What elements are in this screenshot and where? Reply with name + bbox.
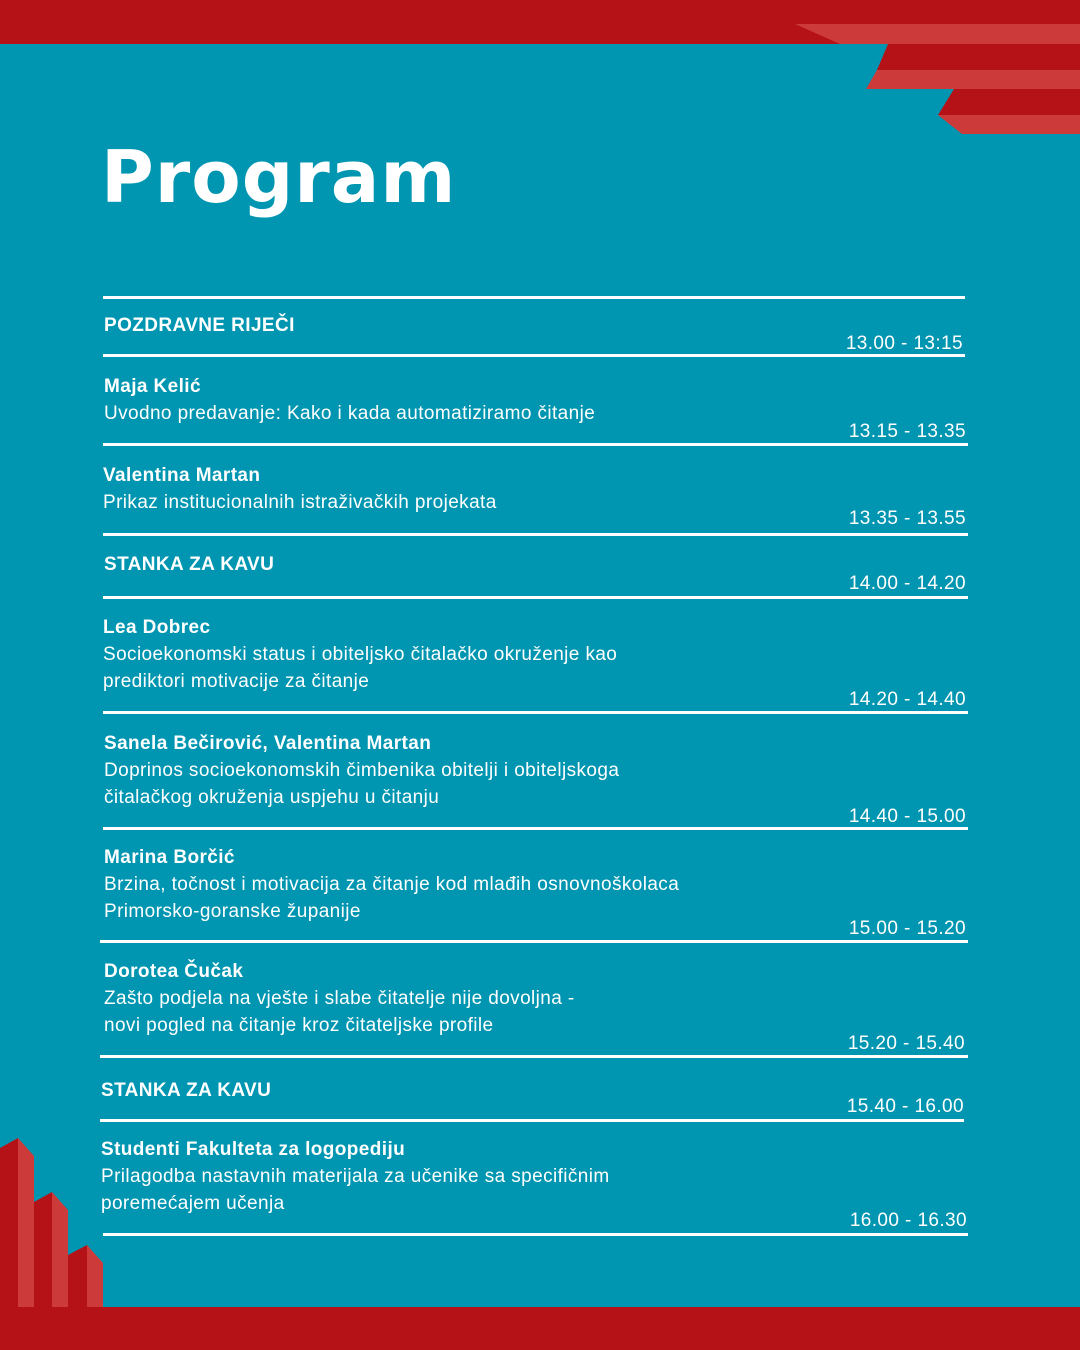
entry-time: 15.00 - 15.20 — [848, 918, 966, 939]
program-entry-becirovic-martan — [104, 730, 824, 811]
top-right-stripe-4 — [938, 89, 1080, 115]
entry-description: Uvodno predavanje: Kako i kada automatiziramo čitanje — [104, 403, 596, 424]
entry-divider — [100, 1055, 968, 1058]
entry-time: 15.40 - 16.00 — [846, 1096, 964, 1117]
entry-divider — [103, 711, 968, 714]
entry-divider — [100, 940, 968, 943]
program-entry-welcome — [104, 312, 824, 339]
program-entry-martan — [103, 462, 823, 516]
entry-time: 15.20 - 15.40 — [847, 1033, 965, 1054]
entry-divider — [103, 354, 965, 357]
entry-time: 14.20 - 14.40 — [848, 689, 966, 710]
entry-description: Socioekonomski status i obiteljsko čitalačko okruženje kao prediktori motivacije za čitanje — [103, 644, 618, 692]
entry-divider — [100, 1119, 964, 1122]
entry-divider — [103, 533, 968, 536]
top-right-stripe-3 — [866, 70, 1080, 89]
program-entry-break-1 — [104, 551, 824, 578]
entry-description: Brzina, točnost i motivacija za čitanje kod mlađih osnovnoškolaca Primorsko-goranske županije — [104, 874, 680, 922]
entry-time: 14.00 - 14.20 — [848, 573, 966, 594]
entry-time: 13.15 - 13.35 — [848, 421, 966, 442]
entry-heading: Lea Dobrec — [103, 617, 211, 638]
program-entry-cucak — [104, 958, 824, 1039]
entry-heading: POZDRAVNE RIJEČI — [104, 315, 295, 336]
entry-heading: Dorotea Čučak — [104, 961, 244, 982]
entry-time: 13.00 - 13:15 — [845, 333, 963, 354]
entry-heading: STANKA ZA KAVU — [101, 1080, 272, 1101]
entry-divider — [103, 1233, 968, 1236]
entry-time: 13.35 - 13.55 — [848, 508, 966, 529]
top-right-stripe-1 — [795, 24, 1080, 44]
entry-heading: STANKA ZA KAVU — [104, 554, 275, 575]
top-divider — [103, 296, 965, 299]
program-entry-dobrec — [103, 614, 823, 695]
entry-heading: Sanela Bečirović, Valentina Martan — [104, 733, 432, 754]
entry-divider — [103, 827, 968, 830]
program-entry-kelic — [104, 373, 824, 427]
entry-description: Doprinos socioekonomskih čimbenika obitelji i obiteljskoga čitalačkog okruženja uspjehu u čitanju — [104, 760, 620, 808]
entry-description: Prilagodba nastavnih materijala za učenike sa specifičnim poremećajem učenja — [101, 1166, 610, 1214]
entry-description: Prikaz institucionalnih istraživačkih projekata — [103, 492, 497, 513]
entry-description: Zašto podjela na vješte i slabe čitatelje nije dovoljna - novi pogled na čitanje kroz čitateljske profile — [104, 988, 575, 1036]
entry-heading: Valentina Martan — [103, 465, 261, 486]
program-entry-students — [101, 1136, 821, 1217]
entry-heading: Marina Borčić — [104, 847, 235, 868]
top-right-stripe-2 — [877, 44, 1080, 70]
bottom-red-band — [0, 1307, 1080, 1350]
entry-heading: Studenti Fakulteta za logopediju — [101, 1139, 406, 1160]
top-right-stripe-5 — [938, 115, 1080, 134]
entry-heading: Maja Kelić — [104, 376, 201, 397]
page-title: Program — [101, 135, 457, 219]
entry-time: 16.00 - 16.30 — [849, 1210, 967, 1231]
entry-divider — [103, 443, 968, 446]
entry-divider — [103, 596, 968, 599]
entry-time: 14.40 - 15.00 — [848, 806, 966, 827]
program-entry-break-2 — [101, 1077, 821, 1104]
program-entry-borcic — [104, 844, 864, 925]
